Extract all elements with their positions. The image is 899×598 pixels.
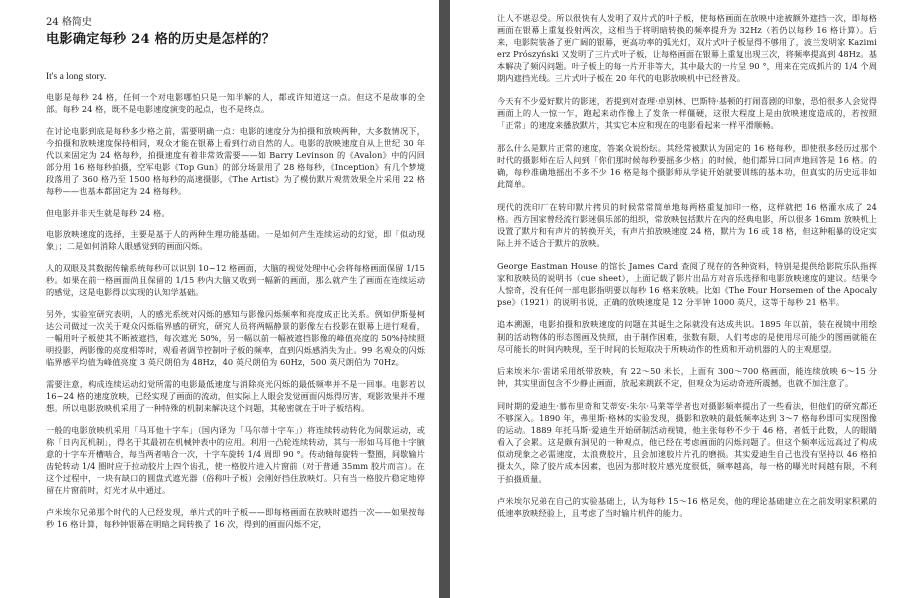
paragraph: 卢米埃尔兄弟在自己的实验基础上，认为每秒 15～16 格足矣，他的理论基础建立在之前发明家积累的低速率放映经验上，且考虑了当时输片机件的能力。	[497, 496, 877, 519]
paragraph: 让人不堪忍受。所以很快有人发明了双片式的叶子板，使每格画面在放映中途被额外遮挡一次，即每格画面在银幕上重复投射两次，这相当于将明暗转换的频率提升为 32Hz（若仍以每秒 16 格计算）。后来，电影院装备了更广阔的银幕，更高功率的弧光灯，双片式叶子板显得不够用了，波兰发明家 Kazimierz Prószyński 又发明了三片式叶子板，让每格画面在银幕上重复出现三次，将频率提高到 48Hz。基本解决了频闪问题。叶子板上的每一片开非等大，其中最大的一片呈 90 °，用来在完成抓片的 1/4 个周期内遮挡光线。三片式叶子板在 20 年代的电影放映机中已经普及。	[497, 13, 877, 84]
paragraph: 电影是每秒 24 格，任何一个对电影哪怕只是一知半解的人，都或许知道这一点。但这不是故事的全部。每秒 24 格，既不是电影速度演变的起点，也不是终点。	[46, 92, 425, 115]
paragraph: 另外，实验室研究表明，人的感光系统对闪烁的感知与影像闪烁频率和亮度成正比关系。例如伊斯曼柯达公司做过一次关于观众闪烁临界感的研究，研究人员将两幅静景的影像左右投影在银幕上进行观看，一幅用叶子板使其不断被遮挡，每次遮光 50%，另一幅以前一幅被遮挡影像的峰值亮度的 50%持续照明投影，两影像的亮度相等时，观看者调节控制叶子板的频率，直到闪烁感消失为止。99 名观众的闪烁临界感平均值为峰值亮度 3 英尺朗伯为 48Hz，40 英尺朗伯为 60Hz，500 英尺朗伯为 70Hz。	[46, 308, 425, 368]
series-label: 24 格简史	[46, 17, 92, 28]
paragraph: 卢米埃尔兄弟那个时代的人已经发现，单片式的叶子板——即每格画面在放映时遮挡一次——如果按每秒 16 格计算，每秒钟银幕在明暗之间转换了 16 次，得到的画面闪烁不定，	[46, 506, 425, 529]
intro-line: It's a long story.	[46, 72, 107, 82]
paragraph: George Eastman House 的馆长 James Card 查阅了现存的各种资料，特别是提供给影院乐队指挥家和放映员的说明书（cue sheet），上面记载了影片出品方对音乐选择和电影放映速度的建议。结果令人惊奇，没有任何一部电影指明要以每秒 16 格来放映。比如《The Four Horsemen of the Apocalypse》（1921）的说明书说，正确的放映速度是 12 分半钟 1000 英尺，这等于每秒 21 格半。	[497, 260, 877, 307]
article-title: 电影确定每秒 24 格的历史是怎样的？	[46, 32, 276, 47]
paragraph: 后来埃米尔·雷诺采用纸带放映，有 22～50 米长，上面有 300～700 格画面，能连续放映 6～15 分钟，其实里面包含不少静止画面，放起来跳跃不定，但观众为运动奇迹所震撼，也就不加注意了。	[497, 366, 877, 389]
paragraph: 现代的洗印厂在转印默片拷贝的时候常常简单地每两格重复加印一格，这样就把 16 格灌水成了 24 格。西方国家曾经流行影迷俱乐部的组织，常放映包括默片在内的经典电影，所以很多 16mm 放映机上设置了默片和有声片的转换开关，有声片拍放映速度 24 格，默片为 16 或 18 格，但这种粗暴的设定实际上并不适合于默片的放映。	[497, 201, 877, 248]
paragraph: 人的双眼及其数据传输系统每秒可以识别 10~12 格画面，大脑的视觉处理中心会将每格画面保留 1/15 秒。如果在前一格画面尚且保留的 1/15 秒内大脑又收到一幅新的画面，那么就产生了画面在连续运动的感觉，这是电影得以实现的认知学基础。	[46, 263, 425, 298]
paragraph: 需要注意，构成连续运动幻觉所需的电影最低速度与消除亮光闪烁的最低频率并不是一回事。电影若以 16~24 格的速度放映，已经实现了画面的流动，但实际上人眼会发觉画面闪烁得厉害，观影效果并不理想。所以电影放映机采用了一种特殊的机制来解决这个问题，其秘密就在于叶子板结构。	[46, 378, 425, 413]
paragraph: 同时期的爱迪生·慕布里奇和艾蒂安-朱尔·马莱等学者也对摄影频率提出了一些看法，但他们的研究都还不够深入。1890 年，弗里斯·格林的实验发现，摄影和放映的最低频率达到 3～7 格每秒即可实现图像的运动。1889 年托马斯·爱迪生开始研制活动视镜，他主张每秒不少于 46 格，者低于此数，人的眼睛看入了会累。这是颇有洞见的一种观点，他已经在考虑画面的闪烁问题了。但这个频率远远高过了构成似动现象之必需速度，太浪费胶片，且会加速胶片片孔的磨损。其实爱迪生自己也没有坚持以 46 格拍摄太久，除了胶片成本因素，也因为那时胶片感光度很低，频率越高，每一格的曝光时间越有限，不利于拍摄质量。	[497, 400, 877, 484]
paragraph: 电影放映速度的选择，主要是基于人的两种生理功能基础。一是如何产生连续运动的幻觉，即「似动现象」；二是如何消除人眼感觉到的画面闪烁。	[46, 229, 425, 252]
paragraph: 今天有不少爱好默片的影迷，若提到对查理·卓别林、巴斯特·基顿的打闹喜剧的印象，恐怕很多人会觉得画面上的人一惊一乍，跑起来动作像上了发条一样僵硬，这很大程度上是由放映速度造成的，若按照「正常」的速度来播放默片，其实它本应和现在的电影看起来一样平滑顺畅。	[497, 96, 877, 131]
right-page	[450, 0, 899, 598]
left-page	[0, 0, 439, 598]
paragraph: 那么什么是默片正常的速度，答案众说纷纭。其经常被默认为固定的 16 格每秒，即使很多经历过那个时代的摄影师在后人问到「你们那时候每秒要摇多少格」的时候，他们都异口同声地回答是 16 格。的确，每秒准确地摇出不多不少 16 格是每个摄影师从学徒开始就要训练的基本功，但真实的历史远非如此简单。	[497, 142, 877, 190]
paragraph: 但电影并非天生就是每秒 24 格。	[46, 207, 170, 218]
page-gutter	[439, 0, 450, 598]
paragraph: 追本溯源，电影拍摄和放映速度的问题在其诞生之际就没有达成共识。1895 年以前，装在视镜中用绘制的活动物体的形态图画及快照，由于制作困难，张数有限，人们考虑的是使用尽可能少的图画就能在尽可能长的时间内映现，至于时间的长短取决于所映动作的性质和开动机器的人的主观愿望。	[497, 319, 877, 354]
paragraph: 一般的电影放映机采用「马耳他十字车」（国内译为「马尔蒂十字车」）将连续转动转化为间歇运动，或称「日内瓦机制」，得名于其最初在机械钟表中的应用。利用一凸轮连续转动，其与一形如马耳他十字腋意的十字车开槽啮合，每当两者啮合一次，十字车旋转 1/4 周即 90 °。传动轴每旋转一整圈，间歇输片齿轮转动 1/4 圈时应于拉动胶片上四个齿孔，使一格胶片进入片窗前（对于普通 35mm 胶片而言）。在这个过程中，一块有缺口的圆盘式遮光器（俗称叶子板）会刚好挡住放映灯。只有当一格胶片稳定地停留在片窗前时，灯光才从中通过。	[46, 424, 425, 496]
paragraph: 在讨论电影到底是每秒多少格之前，需要明确一点：电影的速度分为拍摄和放映两种，大多数情况下，今拍摄和放映速度保持相同，观众才能在银幕上看到行动自然的人。电影的放映速度自从上世纪 30 年代以来固定为 24 格每秒，拍摄速度有着非常效需要——如 Barry Levinson 的《Avalon》中的闪回部分用 16 格每秒拍摄，空军电影《Top Gun》的部分场景用了 28 格每秒，《Inception》有几个梦境段落用了 360 格乃至 1500 格每秒的高速摄影，《The Artist》为了模仿默片观赏效果全片采用 22 格每秒——也基本都固定为 24 格每秒。	[46, 125, 425, 197]
